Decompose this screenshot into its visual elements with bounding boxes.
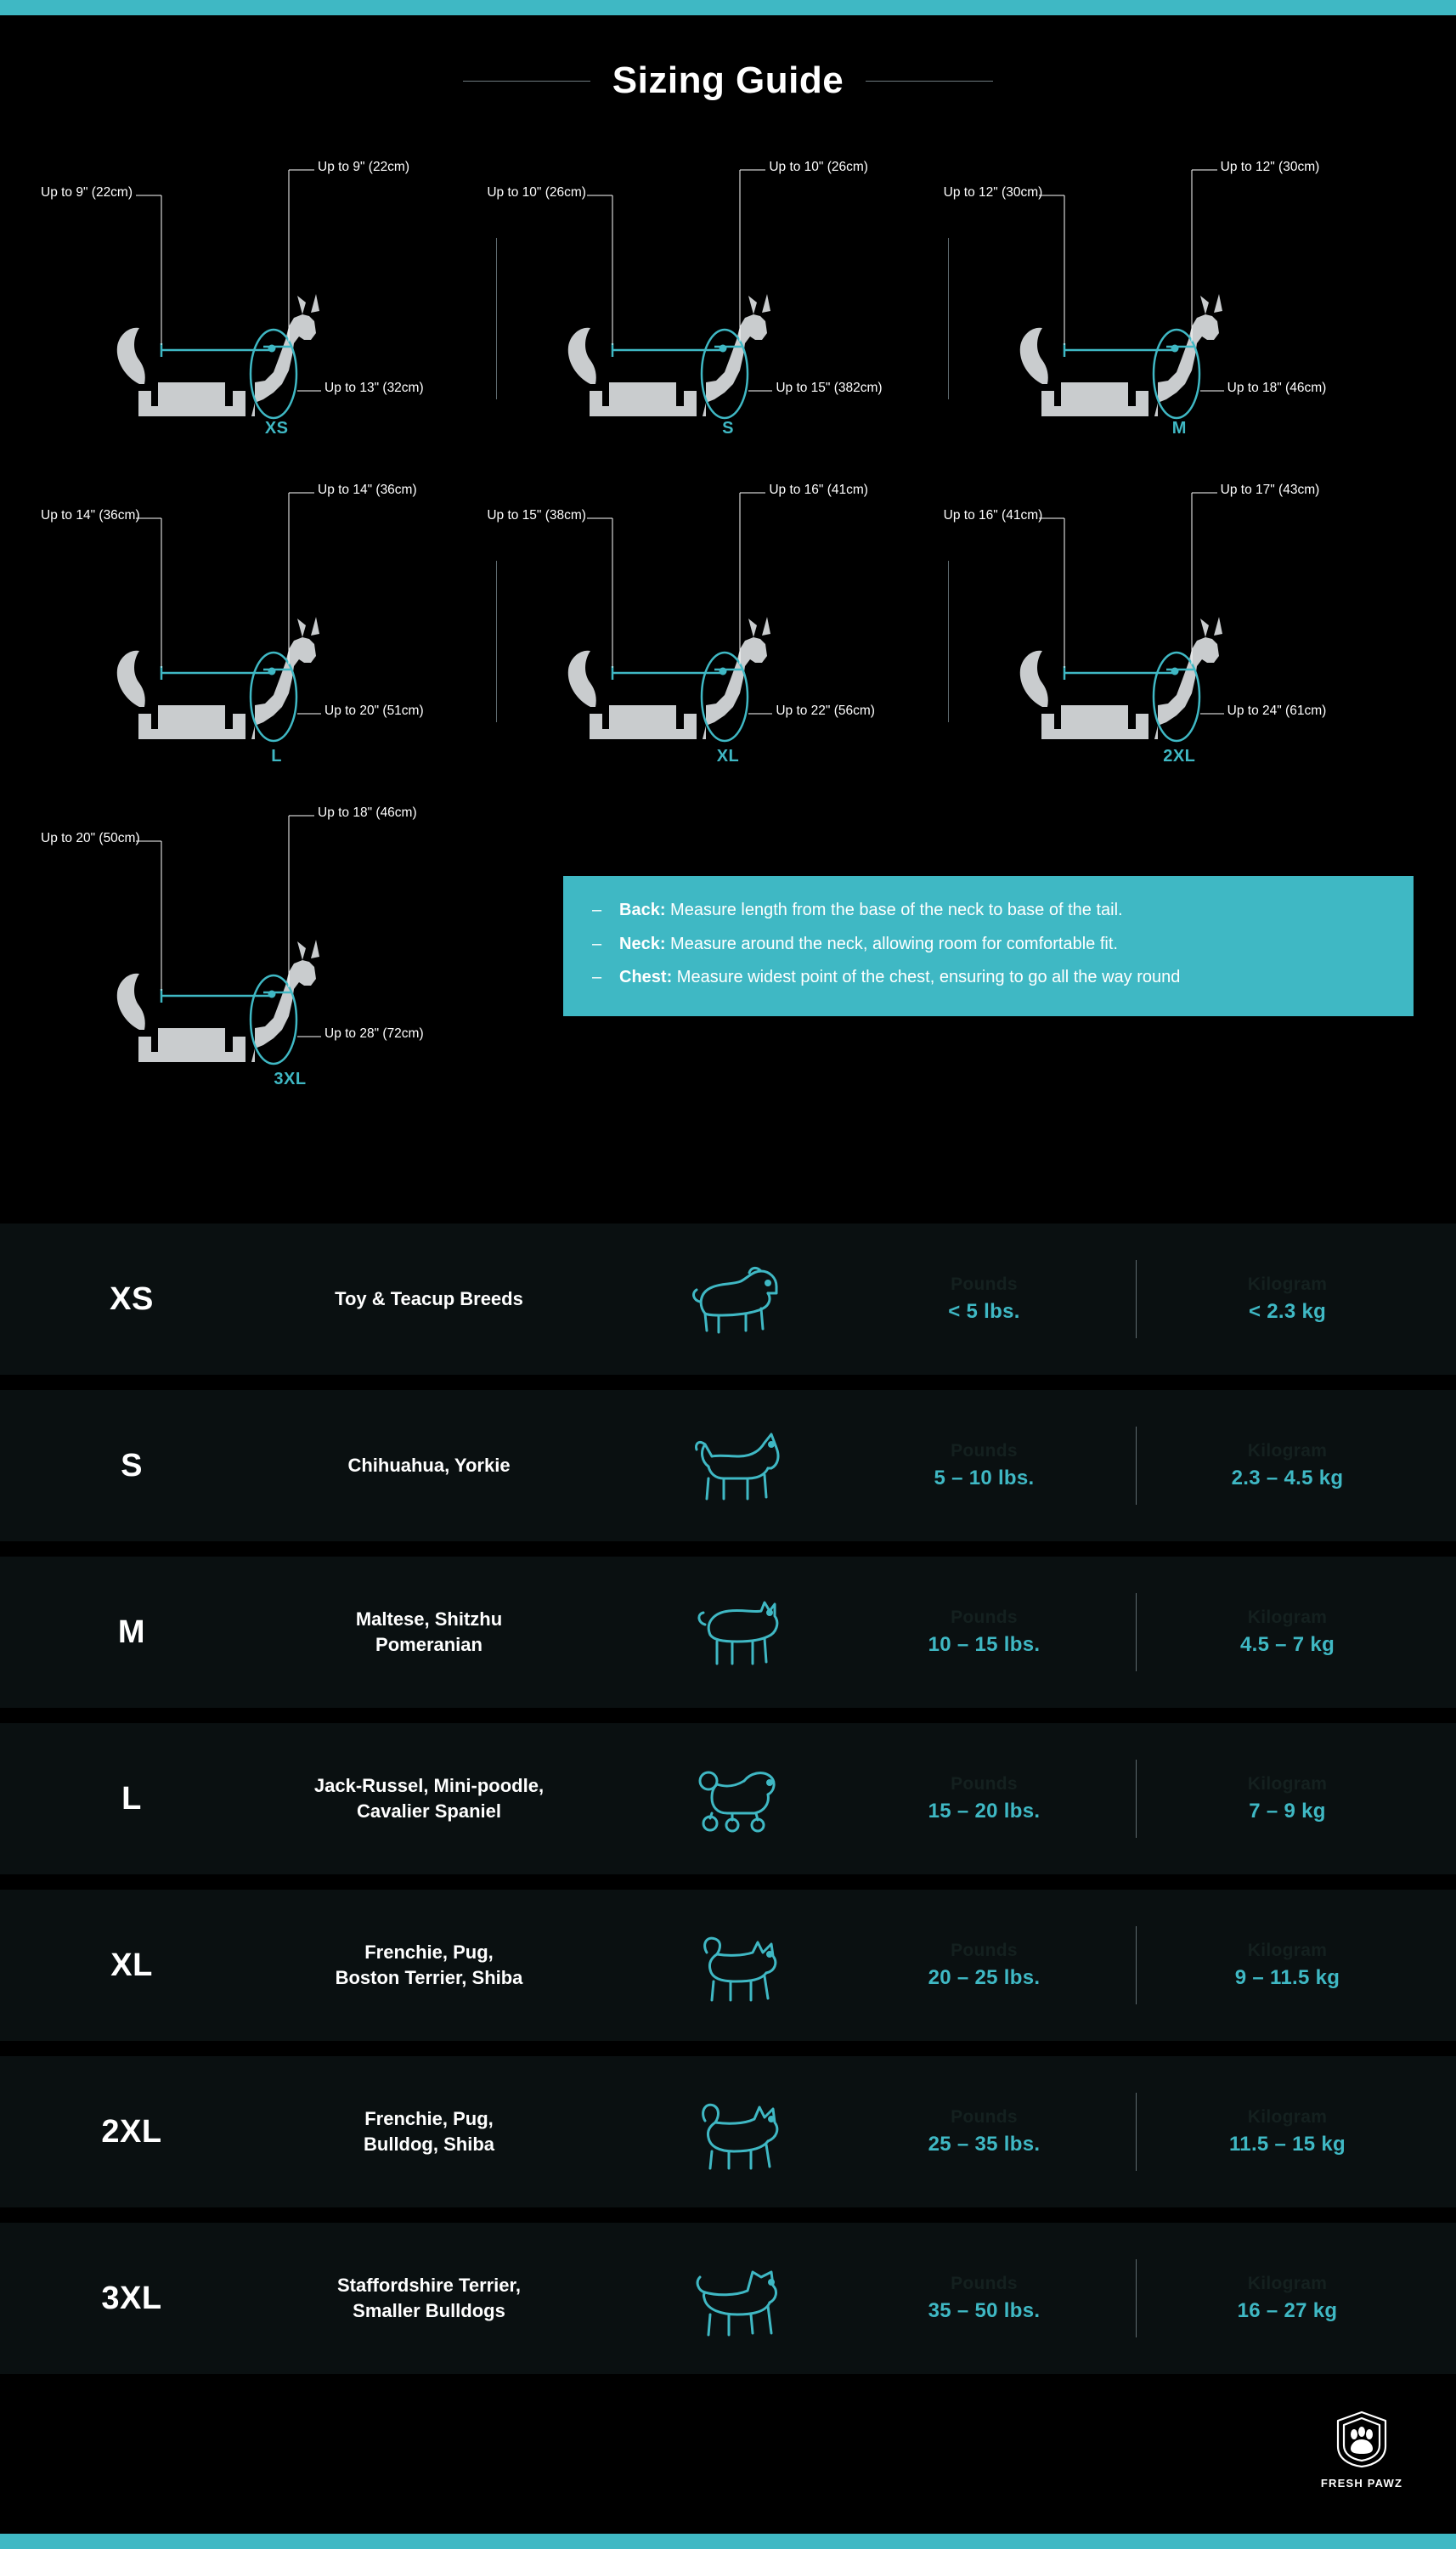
diagram-row-1 — [41, 136, 1405, 459]
measure-back-s: Up to 10" (26cm) — [769, 160, 868, 174]
pounds-header: Pounds — [951, 1274, 1018, 1294]
dog-staffy-icon — [629, 2252, 849, 2345]
row-size: M — [117, 1614, 146, 1650]
diagram-label-2xl: 2XL — [1163, 747, 1196, 766]
measure-back-m: Up to 12" (30cm) — [1220, 160, 1320, 174]
measure-neck-xl: Up to 15" (38cm) — [487, 508, 586, 523]
bullet-dash: – — [592, 934, 602, 953]
diagram-divider-3 — [496, 561, 497, 722]
instruction-term-neck: Neck: — [619, 934, 666, 953]
diagram-divider-1 — [496, 238, 497, 399]
weight-divider — [1136, 1926, 1137, 2004]
pounds-column — [857, 1774, 1112, 1823]
kilogram-header: Kilogram — [1247, 1941, 1328, 1960]
kilogram-header: Kilogram — [1247, 2274, 1328, 2293]
row-breed-line-1: Chihuahua, Yorkie — [347, 1455, 511, 1477]
row-breed-line-1: Jack-Russel, Mini-poodle, — [313, 1775, 545, 1797]
row-breed-line-1: Staffordshire Terrier, — [337, 2275, 521, 2297]
weight-divider — [1136, 1593, 1137, 1671]
page-title — [0, 59, 1456, 102]
row-breeds — [229, 1607, 629, 1657]
row-breeds — [229, 1453, 629, 1478]
measure-back-3xl: Up to 18" (46cm) — [318, 805, 417, 820]
kilogram-column — [1160, 2274, 1415, 2323]
bullet-dash: – — [592, 968, 602, 987]
diagram-divider-4 — [948, 561, 949, 722]
measure-neck-3xl: Up to 20" (50cm) — [41, 831, 140, 845]
pounds-header: Pounds — [951, 2107, 1018, 2127]
measure-chest-xl: Up to 22" (56cm) — [776, 704, 875, 718]
measurement-instructions — [563, 876, 1414, 1016]
row-breeds — [229, 2106, 629, 2156]
row-breed-line-2: Pomeranian — [375, 1634, 483, 1655]
pounds-value: 35 – 50 lbs. — [928, 2299, 1041, 2322]
kilogram-column — [1160, 2107, 1415, 2156]
dog-outline-l — [51, 459, 502, 782]
measure-chest-l: Up to 20" (51cm) — [324, 704, 424, 718]
dog-poodle-icon — [629, 1752, 849, 1845]
row-weights — [849, 1926, 1422, 2004]
dog-pomeranian-icon — [629, 1585, 849, 1679]
table-row — [0, 1390, 1456, 1541]
table-row — [0, 2223, 1456, 2374]
dog-outline-2xl — [954, 459, 1405, 782]
pounds-column — [857, 1274, 1112, 1324]
pounds-header: Pounds — [951, 2274, 1018, 2293]
instruction-term-back: Back: — [619, 901, 666, 919]
pounds-column — [857, 2107, 1112, 2156]
kilogram-value: 4.5 – 7 kg — [1239, 1633, 1335, 1656]
row-breeds — [229, 1286, 629, 1312]
diagram-l — [41, 459, 502, 782]
measure-chest-xs: Up to 13" (32cm) — [324, 381, 424, 395]
kilogram-header: Kilogram — [1247, 2107, 1328, 2127]
kilogram-column — [1160, 1941, 1415, 1990]
row-breed-line-1: Maltese, Shitzhu — [355, 1608, 503, 1631]
brand-logo — [1315, 2409, 1408, 2490]
row-size: L — [121, 1780, 142, 1817]
dog-outline-s — [502, 136, 953, 459]
table-row — [0, 1723, 1456, 1874]
pounds-column — [857, 1441, 1112, 1490]
diagram-label-s: S — [722, 419, 734, 438]
row-size: 2XL — [101, 2113, 162, 2150]
kilogram-value: 2.3 – 4.5 kg — [1231, 1467, 1344, 1489]
measure-back-xs: Up to 9" (22cm) — [318, 160, 410, 174]
instruction-text-chest: Measure widest point of the chest, ensuring to go all the way round — [672, 968, 1181, 987]
brand-wordmark: FRESH PAWZ — [1320, 2477, 1403, 2490]
row-breed-line-2: Smaller Bulldogs — [353, 2300, 505, 2321]
pounds-value: 5 – 10 lbs. — [934, 1467, 1035, 1489]
pounds-column — [857, 1941, 1112, 1990]
pounds-header: Pounds — [951, 1774, 1018, 1794]
diagram-divider-2 — [948, 238, 949, 399]
row-size: XS — [110, 1280, 154, 1317]
kilogram-value: 7 – 9 kg — [1249, 1800, 1326, 1823]
table-row — [0, 1557, 1456, 1708]
row-weights — [849, 1593, 1422, 1671]
measure-chest-s: Up to 15" (382cm) — [776, 381, 883, 395]
row-weights — [849, 2093, 1422, 2171]
row-breed-line-1: Frenchie, Pug, — [364, 2108, 494, 2130]
row-breed-line-1: Frenchie, Pug, — [364, 1941, 494, 1964]
kilogram-column — [1160, 1608, 1415, 1657]
bottom-accent-bar — [0, 2534, 1456, 2549]
pounds-value: < 5 lbs. — [948, 1300, 1020, 1323]
pounds-column — [857, 2274, 1112, 2323]
measure-neck-m: Up to 12" (30cm) — [943, 185, 1043, 200]
instruction-text-back: Measure length from the base of the neck to base of the tail. — [665, 901, 1123, 919]
measure-neck-xs: Up to 9" (22cm) — [41, 185, 133, 200]
size-weight-table — [0, 1224, 1456, 2389]
table-row — [0, 2056, 1456, 2207]
weight-divider — [1136, 1427, 1137, 1505]
diagram-m — [943, 136, 1405, 459]
diagram-label-m: M — [1171, 419, 1187, 438]
pounds-header: Pounds — [951, 1608, 1018, 1627]
measure-neck-l: Up to 14" (36cm) — [41, 508, 140, 523]
kilogram-value: < 2.3 kg — [1248, 1300, 1327, 1323]
kilogram-value: 16 – 27 kg — [1237, 2299, 1338, 2322]
measure-chest-3xl: Up to 28" (72cm) — [324, 1026, 424, 1041]
measure-neck-2xl: Up to 16" (41cm) — [943, 508, 1043, 523]
pounds-header: Pounds — [951, 1941, 1018, 1960]
pounds-value: 10 – 15 lbs. — [928, 1633, 1041, 1656]
pounds-value: 25 – 35 lbs. — [928, 2133, 1041, 2156]
bullet-dash: – — [592, 901, 602, 919]
measure-back-2xl: Up to 17" (43cm) — [1220, 483, 1320, 497]
kilogram-header: Kilogram — [1247, 1274, 1328, 1294]
kilogram-header: Kilogram — [1247, 1774, 1328, 1794]
weight-divider — [1136, 1760, 1137, 1838]
pounds-value: 15 – 20 lbs. — [928, 1800, 1041, 1823]
diagram-xs — [41, 136, 502, 459]
dog-outline-xl — [502, 459, 953, 782]
pounds-value: 20 – 25 lbs. — [928, 1966, 1041, 1989]
row-breeds — [229, 1940, 629, 1990]
row-breed-line-2: Bulldog, Shiba — [364, 2134, 494, 2155]
diagram-2xl — [943, 459, 1405, 782]
instruction-text-neck: Measure around the neck, allowing room for comfortable fit. — [665, 934, 1118, 953]
diagram-s — [487, 136, 953, 459]
measure-chest-2xl: Up to 24" (61cm) — [1227, 704, 1327, 718]
row-weights — [849, 1760, 1422, 1838]
instruction-chest — [592, 965, 1385, 991]
row-size: XL — [110, 1947, 153, 1983]
kilogram-column — [1160, 1441, 1415, 1490]
pounds-header: Pounds — [951, 1441, 1018, 1461]
dog-outline-xs — [51, 136, 502, 459]
row-weights — [849, 1260, 1422, 1338]
measure-back-l: Up to 14" (36cm) — [318, 483, 417, 497]
diagram-label-xl: XL — [716, 747, 740, 766]
instruction-back — [592, 898, 1385, 924]
instruction-term-chest: Chest: — [619, 968, 673, 987]
kilogram-header: Kilogram — [1247, 1608, 1328, 1627]
page-title-text: Sizing Guide — [612, 59, 844, 101]
kilogram-header: Kilogram — [1247, 1441, 1328, 1461]
pounds-column — [857, 1608, 1112, 1657]
row-size: 3XL — [101, 2280, 162, 2316]
kilogram-value: 11.5 – 15 kg — [1228, 2133, 1346, 2156]
row-size: S — [121, 1447, 143, 1484]
diagram-3xl — [41, 782, 529, 1105]
shield-paw-icon — [1331, 2409, 1392, 2470]
dog-outline-m — [954, 136, 1405, 459]
diagram-xl — [487, 459, 953, 782]
dog-outline-3xl — [51, 782, 529, 1105]
instruction-neck — [592, 932, 1385, 958]
title-rule-left — [463, 81, 590, 82]
row-breeds — [229, 1773, 629, 1823]
table-row — [0, 1890, 1456, 2041]
weight-divider — [1136, 2259, 1137, 2337]
measure-neck-s: Up to 10" (26cm) — [487, 185, 586, 200]
kilogram-column — [1160, 1774, 1415, 1823]
row-breed-line-2: Cavalier Spaniel — [357, 1800, 501, 1822]
weight-divider — [1136, 1260, 1137, 1338]
weight-divider — [1136, 2093, 1137, 2171]
row-weights — [849, 1427, 1422, 1505]
diagram-label-xs: XS — [264, 419, 289, 438]
title-rule-right — [866, 81, 993, 82]
top-accent-bar — [0, 0, 1456, 15]
dog-bichon-icon — [629, 1252, 849, 1346]
diagram-row-2 — [41, 459, 1405, 782]
dog-bulldog-icon — [629, 2085, 849, 2179]
diagram-label-l: L — [271, 747, 283, 766]
diagram-label-3xl: 3XL — [274, 1070, 307, 1088]
dog-chihuahua-icon — [629, 1419, 849, 1512]
kilogram-value: 9 – 11.5 kg — [1234, 1966, 1340, 1989]
row-breed-line-2: Boston Terrier, Shiba — [335, 1967, 523, 1988]
row-breed-line-1: Toy & Teacup Breeds — [335, 1288, 523, 1310]
row-breeds — [229, 2273, 629, 2323]
dog-shiba-icon — [629, 1919, 849, 2012]
table-row — [0, 1224, 1456, 1375]
measure-back-xl: Up to 16" (41cm) — [769, 483, 868, 497]
kilogram-column — [1160, 1274, 1415, 1324]
measure-chest-m: Up to 18" (46cm) — [1227, 381, 1327, 395]
row-weights — [849, 2259, 1422, 2337]
